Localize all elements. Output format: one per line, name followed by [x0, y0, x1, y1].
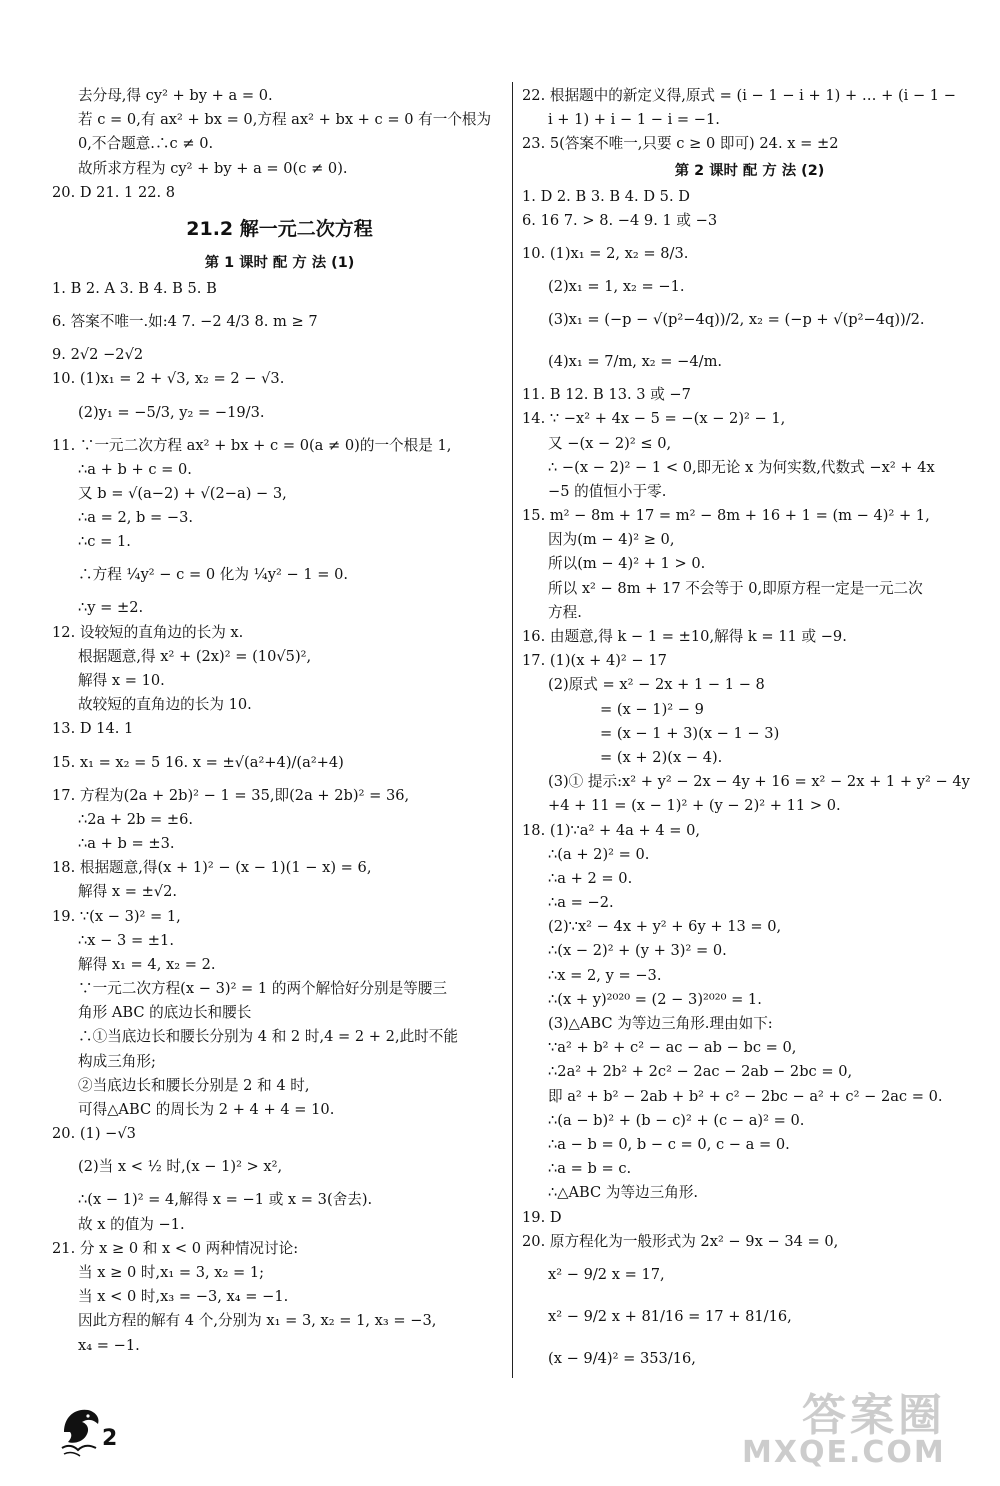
left-line: ②当底边长和腰长分别是 2 和 4 时,: [78, 1076, 310, 1094]
right-line: −5 的值恒小于零.: [548, 482, 667, 500]
left-line: 当 x ≥ 0 时,x₁ = 3, x₂ = 1;: [78, 1263, 265, 1281]
left-line: 12. 设较短的直角边的长为 x.: [52, 623, 244, 641]
left-line: 角形 ABC 的底边长和腰长: [78, 1004, 252, 1022]
left-line: 10. (1)x₁ = 2 + √3, x₂ = 2 − √3.: [52, 370, 285, 388]
left-line: ∴2a + 2b = ±6.: [78, 810, 194, 828]
left-line: ∴x − 3 = ±1.: [78, 931, 174, 949]
left-line: 13. D 14. 1: [52, 720, 134, 738]
right-line: (3)△ABC 为等边三角形.理由如下:: [548, 1015, 773, 1032]
right-line: x² − 9/2 x = 17,: [548, 1265, 665, 1283]
right-line: ∴a − b = 0, b − c = 0, c − a = 0.: [548, 1135, 790, 1153]
right-line: 16. 由题意,得 k − 1 = ±10,解得 k = 11 或 −9.: [522, 628, 847, 645]
right-line: ∴△ABC 为等边三角形.: [548, 1184, 699, 1202]
right-line: 即 a² + b² − 2ab + b² + c² − 2bc − a² + c² − 2ac = 0.: [548, 1087, 943, 1105]
right-line: ∴(a + 2)² = 0.: [548, 845, 650, 863]
right-line: 6. 16 7. > 8. −4 9. 1 或 −3: [522, 211, 718, 229]
right-line: 11. B 12. B 13. 3 或 −7: [522, 386, 691, 404]
left-line: 15. x₁ = x₂ = 5 16. x = ±√(a²+4)/(a²+4): [52, 753, 344, 771]
right-line: ∴x = 2, y = −3.: [548, 966, 662, 984]
left-line: ∴①当底边长和腰长分别为 4 和 2 时,4 = 2 + 2,此时不能: [78, 1028, 458, 1046]
right-line: 第 2 课时 配 方 法 (2): [674, 162, 825, 179]
right-line: x² − 9/2 x + 81/16 = 17 + 81/16,: [548, 1307, 792, 1325]
right-column: [522, 84, 977, 1380]
right-line: +4 + 11 = (x − 1)² + (y − 2)² + 11 > 0.: [548, 797, 841, 815]
left-line: 又 b = √(a−2) + √(2−a) − 3,: [78, 484, 287, 502]
left-line: 11. ∵一元二次方程 ax² + bx + c = 0(a ≠ 0)的一个根是 1,: [52, 436, 452, 454]
right-line: = (x − 1 + 3)(x − 1 − 3): [600, 724, 780, 742]
right-line: 又 −(x − 2)² ≤ 0,: [548, 434, 672, 452]
left-line: 可得△ABC 的周长为 2 + 4 + 4 = 10.: [78, 1101, 335, 1118]
left-line: 根据题意,得 x² + (2x)² = (10√5)²,: [78, 647, 312, 665]
left-line: 19. ∵(x − 3)² = 1,: [52, 907, 181, 925]
right-line: (2)∵x² − 4x + y² + 6y + 13 = 0,: [548, 918, 782, 936]
left-line: 第 1 课时 配 方 法 (1): [204, 254, 355, 271]
left-line: 18. 根据题意,得(x + 1)² − (x − 1)(1 − x) = 6,: [52, 859, 372, 877]
left-line: 故较短的直角边的长为 10.: [78, 696, 252, 714]
left-line: ∴a + b + c = 0.: [78, 460, 192, 478]
left-line: ∴a = 2, b = −3.: [78, 509, 194, 527]
right-line: ∴(a − b)² + (b − c)² + (c − a)² = 0.: [548, 1111, 805, 1129]
watermark: [732, 1379, 982, 1474]
page-number: 2: [102, 1426, 118, 1451]
dolphin-logo-icon: [58, 1402, 102, 1458]
right-line: 所以 x² − 8m + 17 不会等于 0,即原方程一定是一元二次: [548, 579, 923, 597]
right-line: ∴a = −2.: [548, 894, 614, 912]
left-line: 解得 x₁ = 4, x₂ = 2.: [78, 955, 216, 973]
right-line: 15. m² − 8m + 17 = m² − 8m + 16 + 1 = (m − 4)² + 1,: [522, 507, 930, 525]
left-line: ∴方程 ¼y² − c = 0 化为 ¼y² − 1 = 0.: [78, 566, 349, 584]
left-line: x₄ = −1.: [78, 1336, 140, 1354]
right-line: ∵a² + b² + c² − ac − ab − bc = 0,: [548, 1039, 797, 1057]
left-line: (2)y₁ = −5/3, y₂ = −19/3.: [78, 403, 265, 421]
right-line: (2)原式 = x² − 2x + 1 − 1 − 8: [548, 676, 765, 694]
left-line: 1. B 2. A 3. B 4. B 5. B: [52, 279, 217, 297]
watermark-top: 答案圈: [802, 1390, 946, 1441]
left-line: 构成三角形;: [78, 1052, 156, 1070]
right-line: 18. (1)∵a² + 4a + 4 = 0,: [522, 821, 701, 839]
right-line: (x − 9/4)² = 353/16,: [548, 1349, 696, 1367]
left-line: 故 x 的值为 −1.: [78, 1215, 185, 1233]
right-line: = (x + 2)(x − 4).: [600, 748, 723, 766]
right-line: ∴(x − 2)² + (y + 3)² = 0.: [548, 942, 727, 960]
right-line: i + 1) + i − 1 − i = −1.: [548, 111, 720, 129]
left-line: 20. (1) −√3: [52, 1125, 136, 1143]
left-line: ∴c = 1.: [78, 533, 131, 551]
right-line: 因为(m − 4)² ≥ 0,: [548, 531, 675, 549]
left-line: 21.2 解一元二次方程: [186, 217, 373, 240]
right-line: 23. 5(答案不唯一,只要 c ≥ 0 即可) 24. x = ±2: [522, 135, 839, 153]
right-line: 方程.: [548, 603, 582, 621]
right-line: 14. ∵ −x² + 4x − 5 = −(x − 2)² − 1,: [522, 410, 786, 428]
right-line: 20. 原方程化为一般形式为 2x² − 9x − 34 = 0,: [522, 1232, 839, 1250]
left-column: [52, 84, 507, 1358]
right-line: (2)x₁ = 1, x₂ = −1.: [548, 277, 685, 295]
left-line: ∴y = ±2.: [78, 599, 144, 617]
right-line: ∴a = b = c.: [548, 1160, 632, 1178]
right-line: ∴a + 2 = 0.: [548, 869, 633, 887]
left-line: 当 x < 0 时,x₃ = −3, x₄ = −1.: [78, 1288, 289, 1306]
left-line: ∴(x − 1)² = 4,解得 x = −1 或 x = 3(舍去).: [78, 1191, 373, 1209]
left-line: 去分母,得 cy² + by + a = 0.: [78, 87, 273, 104]
right-line: 19. D: [522, 1208, 562, 1226]
right-line: 22. 根据题中的新定义得,原式 = (i − 1 − i + 1) + … + (i − 1 −: [522, 87, 956, 104]
right-line: 1. D 2. B 3. B 4. D 5. D: [522, 187, 690, 205]
left-line: 17. 方程为(2a + 2b)² − 1 = 35,即(2a + 2b)² = 36,: [52, 786, 410, 804]
left-line: 6. 答案不唯一.如:4 7. −2 4/3 8. m ≥ 7: [52, 313, 318, 331]
left-line: 若 c = 0,有 ax² + bx = 0,方程 ax² + bx + c = 0 有一个根为: [78, 111, 492, 129]
right-line: ∴ −(x − 2)² − 1 < 0,即无论 x 为何实数,代数式 −x² + 4x: [548, 458, 935, 476]
column-divider: [512, 82, 513, 1378]
watermark-url: MXQE.COM: [742, 1435, 946, 1470]
left-line: 解得 x = 10.: [78, 672, 165, 689]
right-line: = (x − 1)² − 9: [600, 700, 704, 718]
right-line: 所以(m − 4)² + 1 > 0.: [548, 555, 706, 573]
right-line: 17. (1)(x + 4)² − 17: [522, 652, 667, 670]
right-line: ∴2a² + 2b² + 2c² − 2ac − 2ab − 2bc = 0,: [548, 1063, 853, 1081]
right-line: (3)x₁ = (−p − √(p²−4q))/2, x₂ = (−p + √(p²−4q))/2.: [548, 311, 925, 329]
left-line: (2)当 x < ½ 时,(x − 1)² > x²,: [78, 1158, 283, 1176]
right-line: ∴(x + y)²⁰²⁰ = (2 − 3)²⁰²⁰ = 1.: [548, 990, 762, 1008]
left-line: 因此方程的解有 4 个,分别为 x₁ = 3, x₂ = 1, x₃ = −3,: [78, 1312, 437, 1330]
right-line: 10. (1)x₁ = 2, x₂ = 8/3.: [522, 244, 689, 262]
right-line: (4)x₁ = 7/m, x₂ = −4/m.: [548, 353, 723, 371]
page-footer: [58, 1402, 138, 1462]
left-line: 9. 2√2 −2√2: [52, 346, 144, 364]
left-line: 0,不合题意.∴c ≠ 0.: [78, 135, 214, 153]
left-line: ∴a + b = ±3.: [78, 834, 175, 852]
right-line: (3)① 提示:x² + y² − 2x − 4y + 16 = x² − 2x + 1 + y² − 4y: [548, 773, 970, 791]
left-line: 解得 x = ±√2.: [78, 883, 178, 901]
left-line: ∵一元二次方程(x − 3)² = 1 的两个解恰好分别是等腰三: [78, 980, 447, 998]
left-line: 21. 分 x ≥ 0 和 x < 0 两种情况讨论:: [52, 1239, 299, 1257]
left-line: 故所求方程为 cy² + by + a = 0(c ≠ 0).: [78, 159, 348, 177]
left-line: 20. D 21. 1 22. 8: [52, 183, 176, 201]
